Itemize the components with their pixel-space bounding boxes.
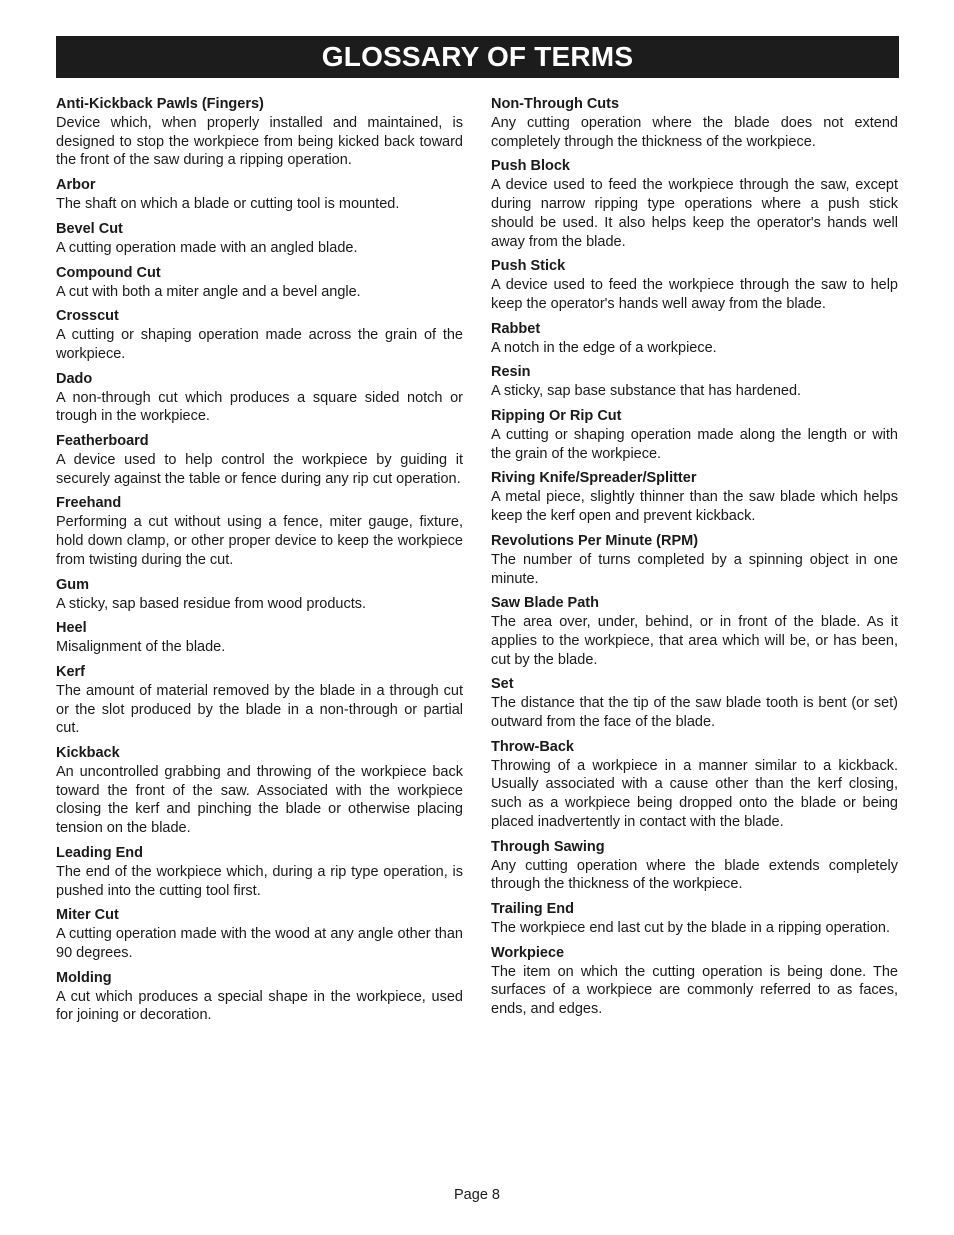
- glossary-term: Workpiece: [491, 944, 565, 961]
- glossary-definition: The distance that the tip of the saw blade tooth is bent (or set) outward from the face of the blade.: [491, 695, 898, 731]
- glossary-definition: A cut with both a miter angle and a bevel angle.: [56, 283, 361, 300]
- page-title: GLOSSARY OF TERMS: [321, 41, 634, 72]
- glossary-entry: [491, 738, 898, 832]
- glossary-definition: A sticky, sap base substance that has hardened.: [491, 383, 802, 400]
- page-number: Page 8: [454, 1187, 500, 1203]
- glossary-term: Compound Cut: [56, 264, 161, 281]
- glossary-entry: [491, 320, 898, 358]
- glossary-definition: A cutting or shaping operation made along the length or with the grain of the workpiece.: [491, 427, 898, 462]
- glossary-definition: Misalignment of the blade.: [56, 639, 226, 656]
- glossary-definition: A device used to feed the workpiece through the saw to help keep the operator's hands well away from the blade.: [491, 277, 898, 312]
- glossary-term: Through Sawing: [491, 838, 605, 855]
- glossary-entry: [491, 469, 898, 525]
- glossary-term: Push Block: [491, 158, 570, 175]
- glossary-term: Anti-Kickback Pawls (Fingers): [56, 96, 264, 112]
- glossary-entry: [56, 619, 463, 657]
- glossary-term: Dado: [56, 370, 93, 387]
- glossary-entry: [491, 95, 898, 151]
- glossary-term: Arbor: [56, 177, 96, 194]
- glossary-term: Crosscut: [56, 308, 119, 325]
- glossary-definition: The item on which the cutting operation is being done. The surfaces of a workpiece are commonly referred to as faces, ends, and edges.: [491, 963, 898, 1018]
- glossary-definition: Throwing of a workpiece in a manner similar to a kickback. Usually associated with a cause other than the kerf closing, such as a workpiece being dropped onto the blade or being placed inadvertently in contact with the blade.: [491, 757, 898, 830]
- glossary-entry: [56, 432, 463, 488]
- glossary-entry: [56, 576, 463, 614]
- glossary-entry: [56, 264, 463, 302]
- glossary-definition: A cutting operation made with the wood at any angle other than 90 degrees.: [56, 926, 463, 961]
- title-banner: [56, 36, 899, 78]
- glossary-term: Push Stick: [491, 258, 566, 275]
- glossary-entry: [56, 663, 463, 738]
- glossary-entry: [491, 900, 898, 938]
- glossary-entry: [491, 363, 898, 401]
- glossary-term: Gum: [56, 576, 90, 593]
- glossary-term: Throw-Back: [491, 738, 574, 755]
- glossary-term: Kerf: [56, 663, 86, 680]
- glossary-term: Freehand: [56, 495, 122, 512]
- glossary-term: Rabbet: [491, 320, 541, 337]
- glossary-definition: A cut which produces a special shape in the workpiece, used for joining or decoration.: [56, 988, 463, 1024]
- glossary-definition: The end of the workpiece which, during a rip type operation, is pushed into the cutting tool first.: [56, 863, 463, 899]
- glossary-entry: [491, 838, 898, 894]
- glossary-term: Resin: [491, 364, 531, 381]
- glossary-term: Non-Through Cuts: [491, 96, 620, 112]
- glossary-definition: A cutting operation made with an angled blade.: [56, 239, 358, 256]
- glossary-entry: [56, 370, 463, 426]
- glossary-definition: The area over, under, behind, or in front of the blade. As it applies to the workpiece, that area which will be, or has been, cut by the blade.: [491, 614, 898, 668]
- glossary-entry: [56, 220, 463, 258]
- glossary-definition: A cutting or shaping operation made across the grain of the workpiece.: [56, 327, 463, 362]
- glossary-entry: [56, 494, 463, 569]
- glossary-entry: [491, 157, 898, 251]
- glossary-term: Set: [491, 676, 514, 693]
- glossary-entry: [56, 307, 463, 363]
- glossary-entry: [56, 744, 463, 838]
- glossary-term: Miter Cut: [56, 907, 119, 924]
- glossary-definition: A device used to feed the workpiece through the saw, except during narrow ripping type operations where a push stick should be used. It also helps keep the operator's hands well away from the blade.: [491, 177, 898, 250]
- glossary-term: Bevel Cut: [56, 220, 123, 237]
- glossary-entry: [56, 969, 463, 1025]
- glossary-entry: [491, 407, 898, 463]
- glossary-term: Trailing End: [491, 900, 574, 917]
- glossary-entry: [491, 257, 898, 313]
- glossary-definition: A device used to help control the workpiece by guiding it securely against the table or fence during any rip cut operation.: [56, 452, 463, 487]
- glossary-term: Riving Knife/Spreader/Splitter: [491, 470, 697, 487]
- glossary-entry: [491, 532, 898, 588]
- glossary-entry: [56, 95, 463, 170]
- glossary-definition: The workpiece end last cut by the blade in a ripping operation.: [491, 919, 890, 936]
- glossary-term: Featherboard: [56, 433, 149, 450]
- glossary-entry: [491, 594, 898, 669]
- glossary-definition: Performing a cut without using a fence, miter gauge, fixture, hold down clamp, or other proper device to keep the workpiece from twisting during the cut.: [56, 514, 463, 568]
- glossary-term: Molding: [56, 969, 112, 986]
- glossary-term: Leading End: [56, 844, 143, 861]
- glossary-entry: [491, 675, 898, 731]
- glossary-definition: The number of turns completed by a spinning object in one minute.: [491, 551, 898, 587]
- glossary-definition: A metal piece, slightly thinner than the saw blade which helps keep the kerf open and prevent kickback.: [491, 489, 898, 525]
- glossary-definition: Any cutting operation where the blade extends completely through the thickness of the workpiece.: [491, 857, 898, 893]
- glossary-entry: [56, 176, 463, 214]
- glossary-term: Saw Blade Path: [491, 595, 599, 612]
- glossary-definition: Device which, when properly installed and maintained, is designed to stop the workpiece from being kicked back toward the front of the saw during a ripping operation.: [56, 115, 463, 169]
- glossary-definition: The shaft on which a blade or cutting tool is mounted.: [56, 196, 400, 213]
- glossary-definition: A non-through cut which produces a square sided notch or trough in the workpiece.: [56, 389, 463, 425]
- glossary-definition: A notch in the edge of a workpiece.: [491, 339, 717, 356]
- glossary-entry: [56, 906, 463, 962]
- glossary-entry: [56, 844, 463, 900]
- glossary-term: Kickback: [56, 745, 120, 762]
- glossary-left-column: [56, 95, 463, 1031]
- glossary-definition: A sticky, sap based residue from wood products.: [56, 595, 367, 612]
- glossary-term: Ripping Or Rip Cut: [491, 408, 622, 425]
- glossary-entry: [491, 944, 898, 1019]
- glossary-definition: Any cutting operation where the blade does not extend completely through the thickness of the workpiece.: [491, 115, 898, 150]
- glossary-definition: An uncontrolled grabbing and throwing of the workpiece back toward the front of the saw. Associated with the workpiece closing the kerf and pinching the blade or otherwise placing tension on the blade.: [56, 764, 463, 837]
- glossary-term: Revolutions Per Minute (RPM): [491, 532, 699, 549]
- glossary-definition: The amount of material removed by the blade in a through cut or the slot produced by the blade in a non-through or partial cut.: [56, 682, 463, 737]
- glossary-right-column: [491, 95, 898, 1025]
- glossary-term: Heel: [56, 620, 87, 637]
